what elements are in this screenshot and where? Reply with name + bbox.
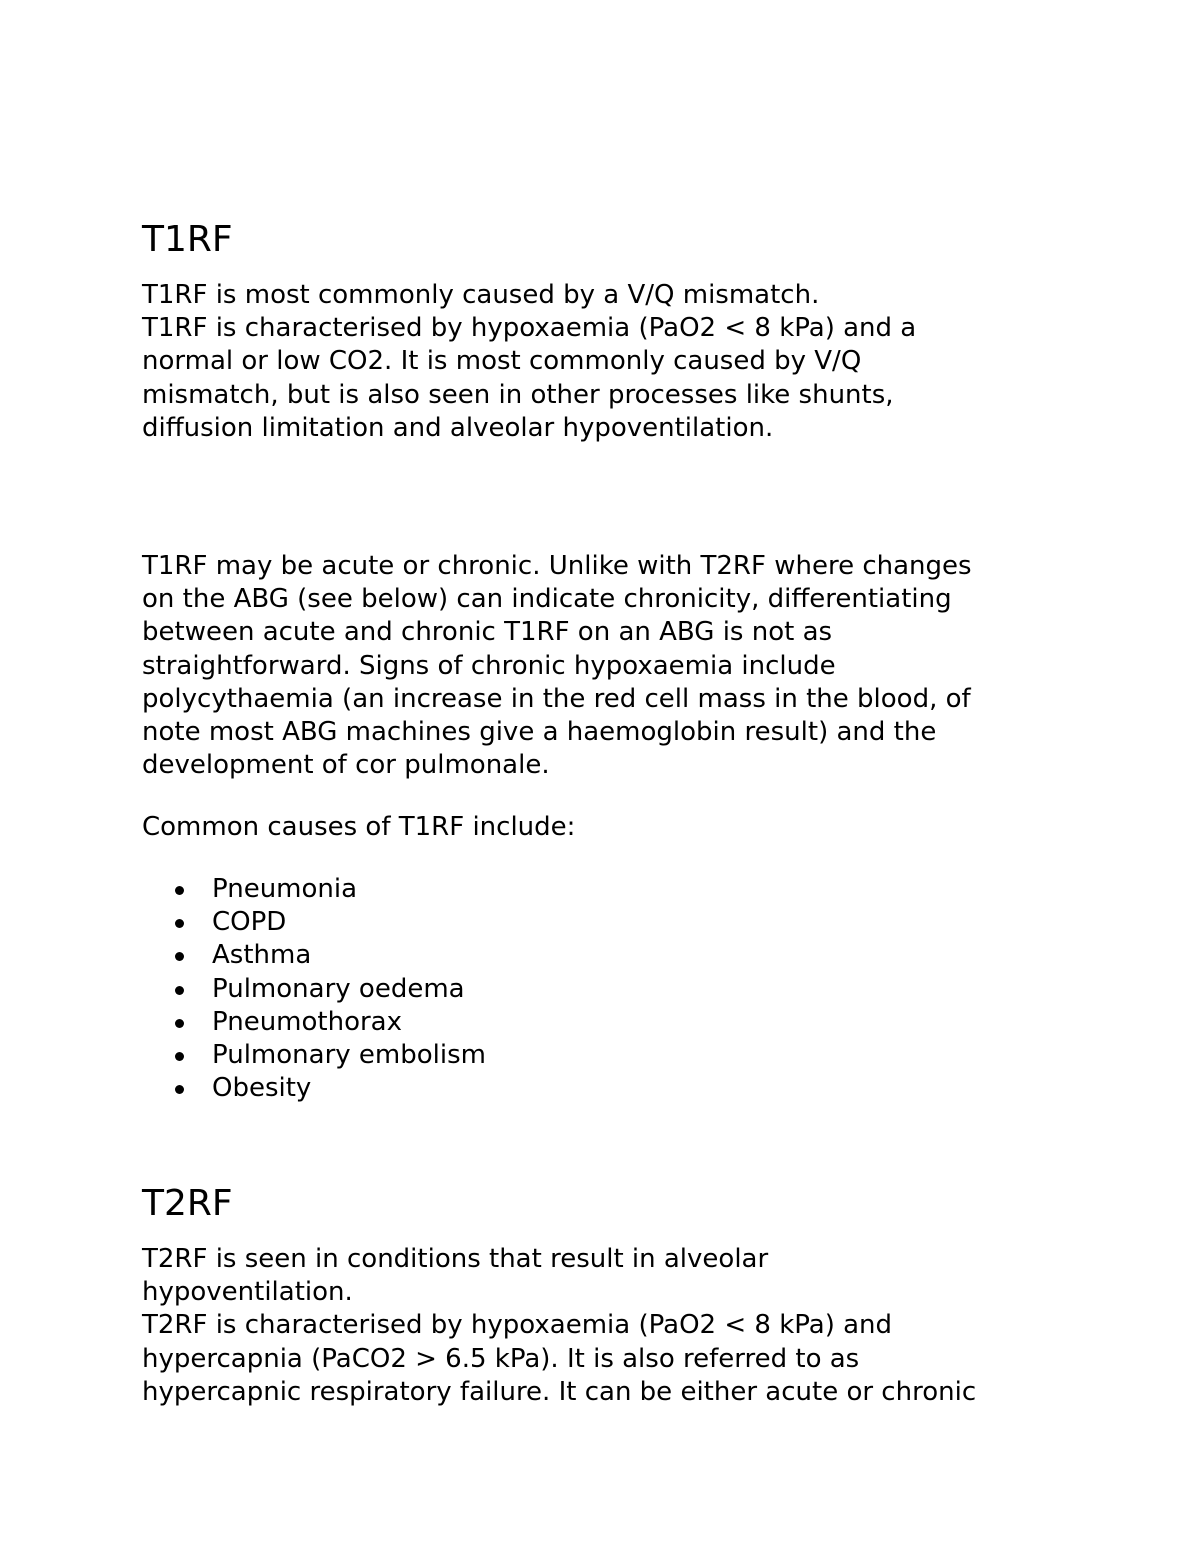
t2rf-intro-line: T2RF is seen in conditions that result in alveolar	[142, 1244, 769, 1274]
t1rf-chronicity-line: on the ABG (see below) can indicate chronicity, differentiating	[142, 584, 952, 615]
t1rf-intro-line: diffusion limitation and alveolar hypoventilation.	[142, 412, 774, 443]
t2rf-intro-paragraph	[142, 1243, 976, 1409]
t1rf-intro-line: normal or low CO2. It is most commonly caused by V/Q	[142, 346, 862, 377]
list-item	[142, 1006, 486, 1039]
t1rf-chronicity-line: note most ABG machines give a haemoglobin result) and the	[142, 716, 937, 747]
list-item-text: Obesity	[212, 1073, 312, 1104]
t2rf-intro-line: hypercapnia (PaCO2 > 6.5 kPa). It is also referred to as	[142, 1343, 860, 1374]
list-item	[142, 1072, 486, 1105]
t1rf-chronicity-line: straightforward. Signs of chronic hypoxaemia include	[142, 650, 836, 681]
list-item	[142, 973, 486, 1006]
list-item-text: Pneumonia	[212, 874, 358, 904]
t1rf-intro-paragraph	[142, 279, 916, 445]
t2rf-intro-line: T2RF is characterised by hypoxaemia (PaO2 < 8 kPa) and	[142, 1310, 893, 1341]
bullet-icon	[175, 986, 184, 995]
bullet-icon	[175, 1085, 184, 1094]
list-item	[142, 1039, 486, 1072]
t1rf-intro-line: T1RF is characterised by hypoxaemia (PaO2 < 8 kPa) and a	[142, 313, 917, 344]
causes-intro-text: Common causes of T1RF include:	[142, 812, 576, 842]
t2rf-heading: T2RF	[142, 1183, 233, 1224]
t2rf-intro-line: hypoventilation.	[142, 1277, 353, 1308]
t1rf-chronicity-line: development of cor pulmonale.	[142, 750, 550, 781]
bullet-icon	[175, 1019, 184, 1028]
list-item	[142, 873, 486, 906]
bullet-icon	[175, 886, 184, 895]
t1rf-causes-list	[142, 873, 486, 1105]
t2rf-intro-line: hypercapnic respiratory failure. It can be either acute or chronic	[142, 1376, 977, 1407]
list-item-text: Pulmonary oedema	[212, 973, 465, 1004]
t1rf-intro-line: mismatch, but is also seen in other processes like shunts,	[142, 379, 894, 410]
t1rf-chronicity-line: T1RF may be acute or chronic. Unlike with T2RF where changes	[142, 551, 972, 581]
t1rf-chronicity-line: polycythaemia (an increase in the red cell mass in the blood, of	[142, 683, 971, 714]
t1rf-intro-line: T1RF is most commonly caused by a V/Q mismatch.	[142, 280, 820, 310]
t1rf-heading: T1RF	[142, 219, 233, 260]
t1rf-causes-intro	[142, 811, 575, 844]
bullet-icon	[175, 919, 184, 928]
t1rf-chronicity-paragraph	[142, 550, 972, 782]
bullet-icon	[175, 952, 184, 961]
list-item	[142, 939, 486, 972]
list-item-text: Pulmonary embolism	[212, 1039, 486, 1070]
bullet-icon	[175, 1052, 184, 1061]
list-item-text: COPD	[212, 907, 287, 938]
list-item-text: Asthma	[212, 940, 312, 971]
list-item-text: Pneumothorax	[212, 1006, 402, 1037]
list-item	[142, 906, 486, 939]
t1rf-chronicity-line: between acute and chronic T1RF on an ABG is not as	[142, 617, 833, 648]
